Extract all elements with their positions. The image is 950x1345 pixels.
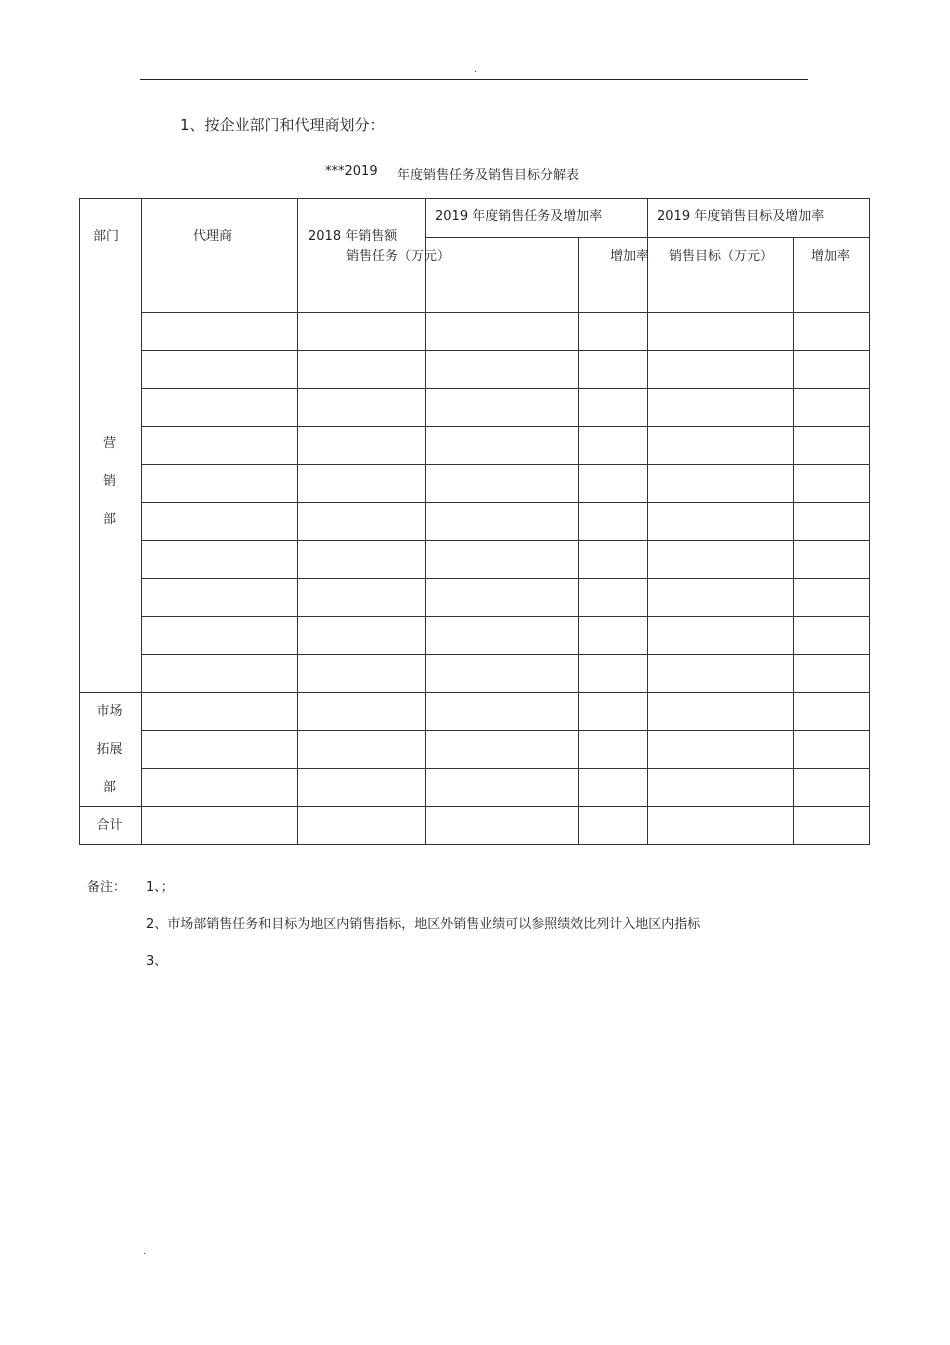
header-increase-rate-2: 增加率	[811, 249, 851, 264]
dept-market-expansion-label	[79, 693, 140, 807]
grid-vline	[793, 274, 794, 844]
note-item-3: 3、	[146, 954, 168, 969]
section-heading: 1、按企业部门和代理商划分：	[180, 116, 385, 134]
grid-hline	[141, 768, 869, 769]
notes-label: 备注：	[87, 880, 127, 895]
table-title-prefix: ***2019	[325, 164, 378, 179]
grid-hline	[141, 540, 869, 541]
dept-marketing-char: 营	[102, 436, 116, 451]
grid-vline	[141, 274, 142, 844]
grid-hline	[80, 806, 869, 807]
dept-expansion-char: 市场	[96, 704, 123, 719]
grid-hline	[141, 730, 869, 731]
grid-vline	[647, 274, 648, 844]
grid-vline	[578, 274, 579, 844]
header-department: 部门	[93, 229, 120, 244]
grid-hline	[141, 464, 869, 465]
grid-hline	[141, 426, 869, 427]
grid-hline	[80, 692, 869, 693]
grid-vline	[297, 274, 298, 844]
header-mark: .	[474, 64, 478, 75]
header-sales-target: 销售目标（万元）	[669, 249, 774, 264]
header-sales-task: 销售任务（万元）	[346, 249, 451, 264]
dept-expansion-char: 部	[102, 780, 116, 795]
table-header	[79, 198, 870, 275]
dept-marketing-char: 部	[102, 512, 116, 527]
grid-hline	[141, 388, 869, 389]
header-2019-target-group: 2019 年度销售目标及增加率	[657, 209, 825, 224]
header-rule	[140, 79, 808, 80]
total-label: 合计	[96, 818, 123, 833]
grid-hline	[141, 502, 869, 503]
header-2019-task-group: 2019 年度销售任务及增加率	[435, 209, 603, 224]
dept-marketing-label	[79, 425, 140, 539]
footer-mark: .	[143, 1246, 147, 1257]
grid-hline	[141, 312, 869, 313]
dept-expansion-char: 拓展	[96, 742, 123, 757]
grid-hline	[141, 654, 869, 655]
dept-marketing-char: 销	[102, 474, 116, 489]
header-agent: 代理商	[193, 229, 233, 244]
grid-hline	[141, 616, 869, 617]
grid-hline	[141, 578, 869, 579]
grid-vline	[425, 274, 426, 844]
table-body	[79, 274, 870, 845]
note-item-1: 1、；	[146, 880, 174, 895]
table-title-main: 年度销售任务及销售目标分解表	[397, 168, 580, 183]
grid-hline	[141, 350, 869, 351]
header-increase-rate-1: 增加率	[610, 249, 650, 264]
note-item-2: 2、市场部销售任务和目标为地区内销售指标，地区外销售业绩可以参照绩效比列计入地区内指标	[146, 917, 701, 932]
header-2018-sales: 2018 年销售额	[308, 229, 398, 244]
